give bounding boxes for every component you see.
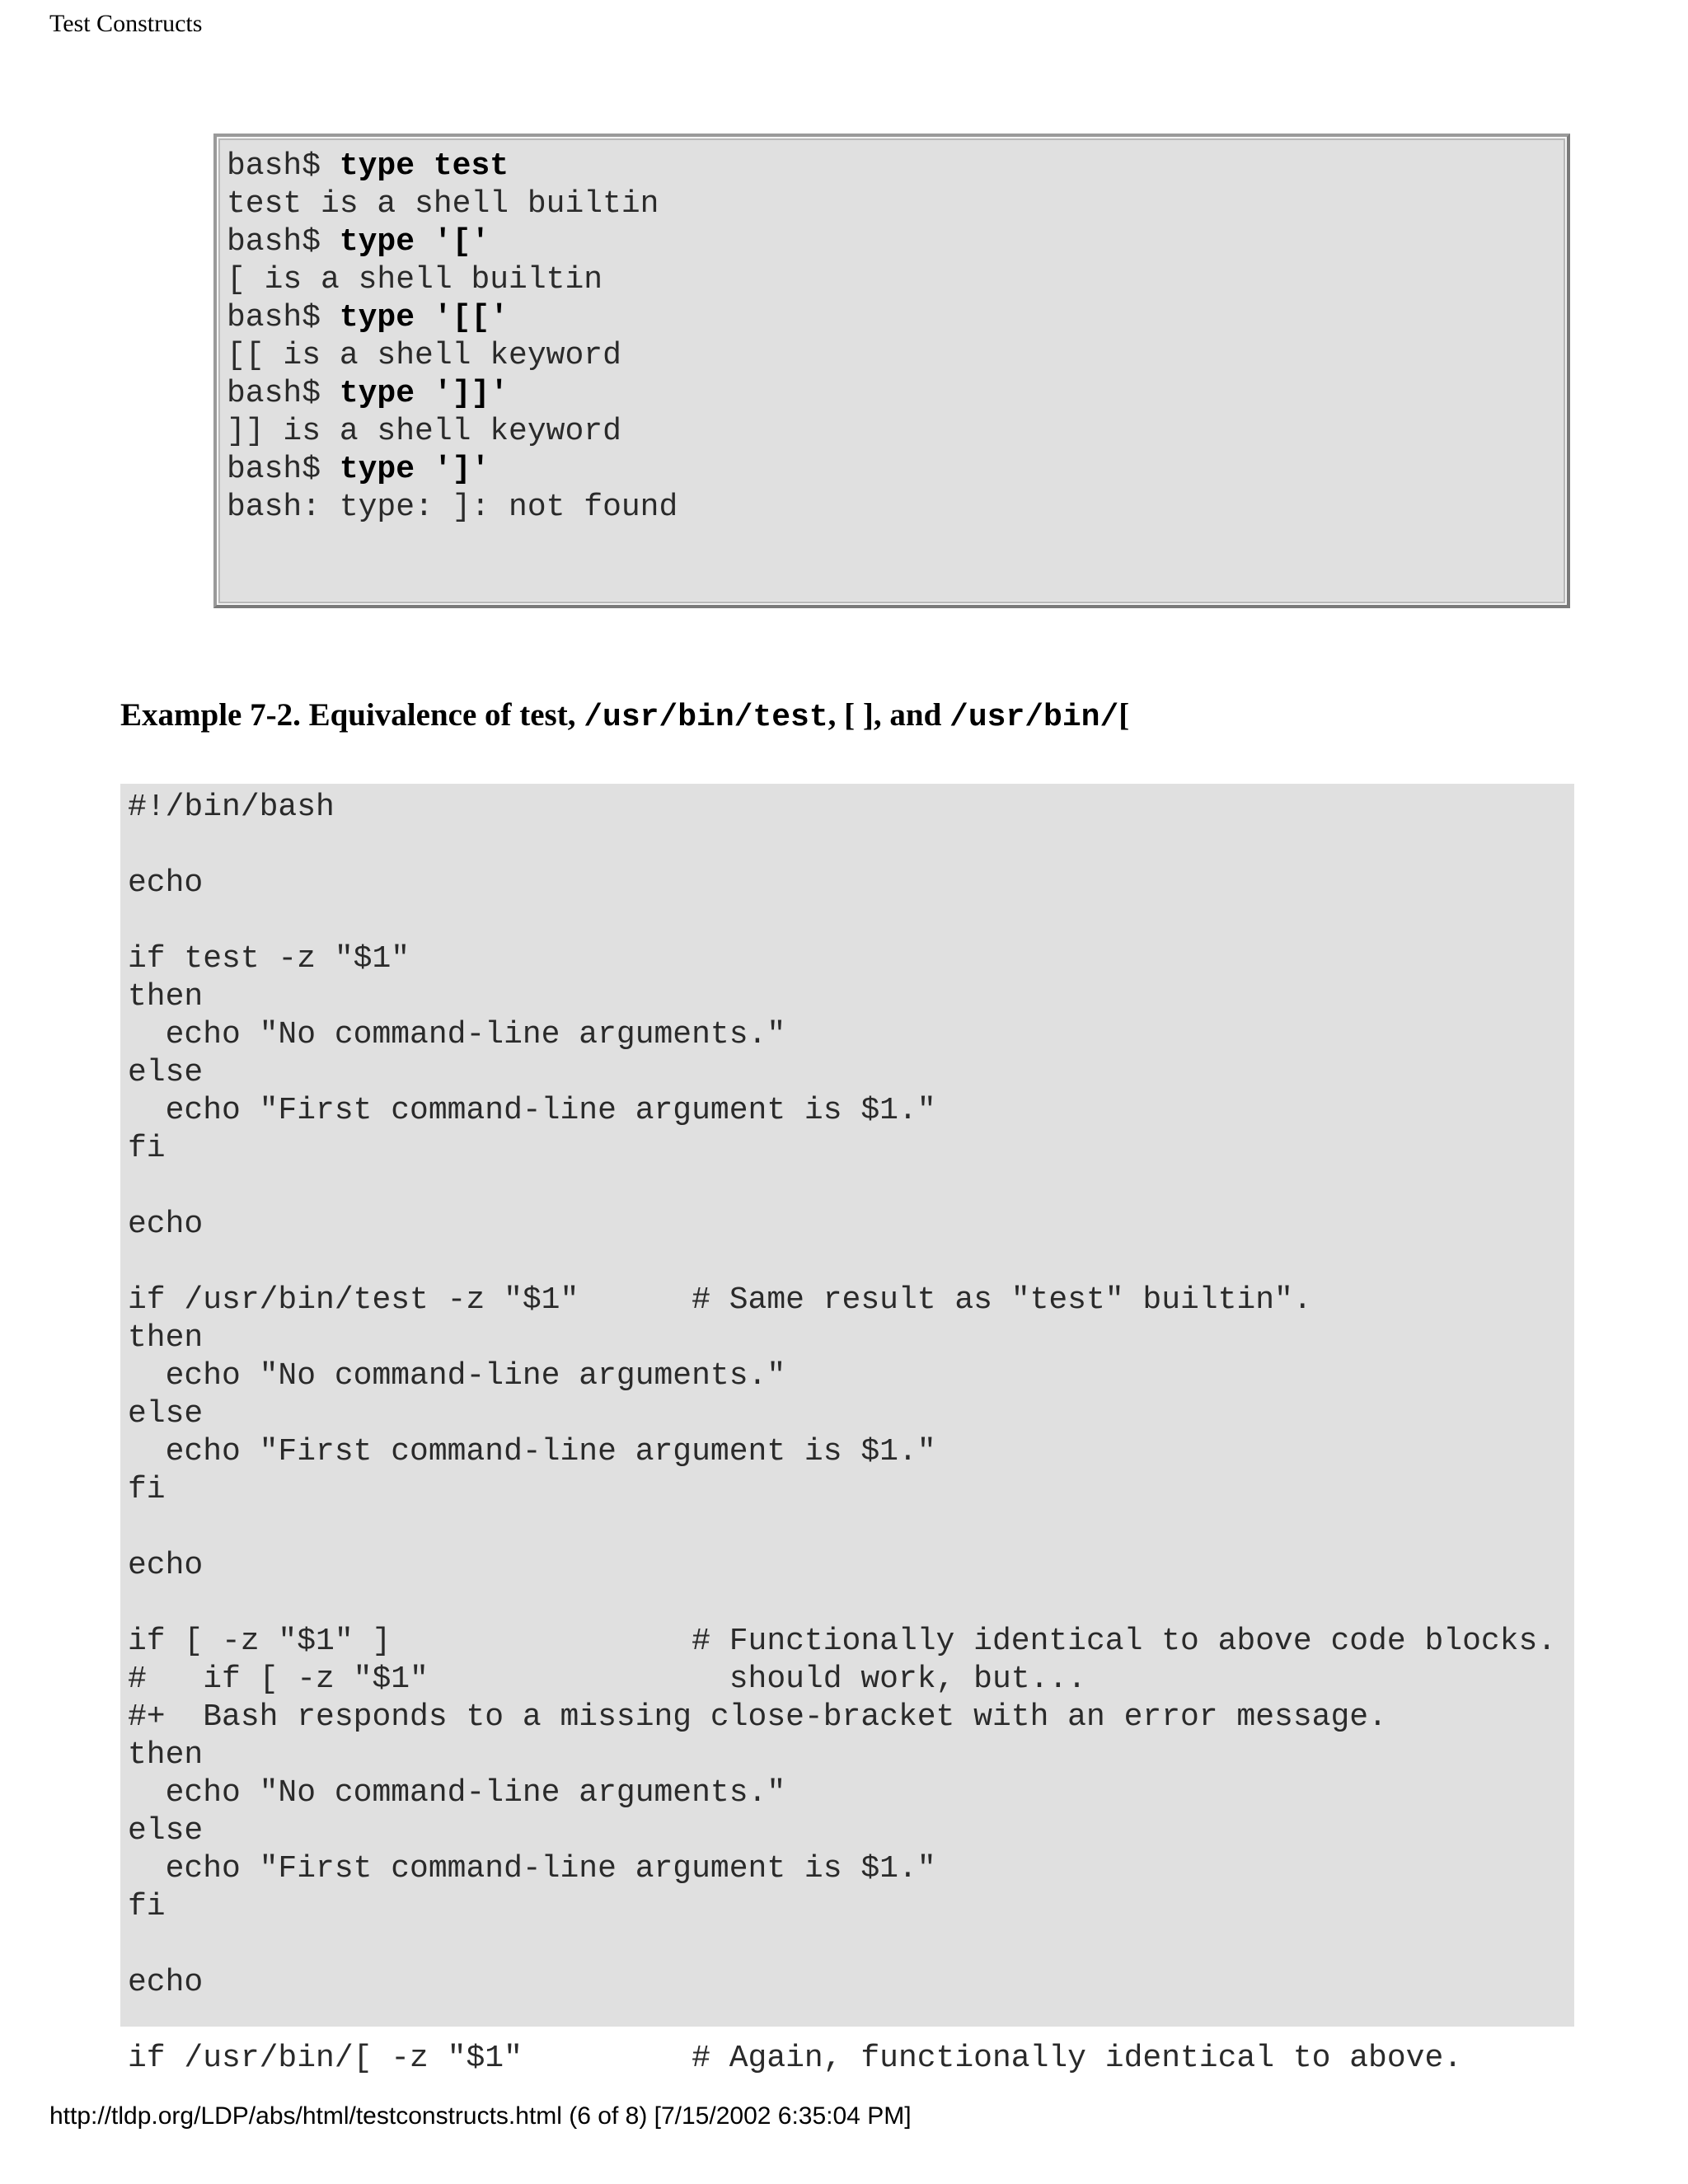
running-header: Test Constructs xyxy=(49,10,203,37)
screen-line: bash$ type test xyxy=(227,148,509,184)
screen-line: [[ is a shell keyword xyxy=(227,338,621,373)
screen-line: [ is a shell builtin xyxy=(227,262,603,298)
screen-output xyxy=(227,148,678,527)
screen-line: ]] is a shell keyword xyxy=(227,414,621,449)
screen-line: bash$ type '[' xyxy=(227,224,490,260)
screen-line: bash$ type '[[' xyxy=(227,300,509,335)
program-listing xyxy=(120,784,1574,2076)
screen-line: test is a shell builtin xyxy=(227,186,659,222)
screen-line: bash: type: ]: not found xyxy=(227,490,678,525)
screen-output-box xyxy=(213,134,1570,608)
screen-line: bash$ type ']' xyxy=(227,452,490,487)
screen-line: bash$ type ']]' xyxy=(227,376,509,411)
program-code: #!/bin/bash echo if test -z "$1" then echo "No command-line arguments." else echo "First command-line argument is $1." fi echo if /usr/bin/test -z "$1" # Same result as "test" builtin". then echo "No command-line arguments." else echo "First command-line argument is $1." fi echo if [ -z "$1" ] # Functionally identical to above code blocks. # if [ -z "$1" should work, but... #+ Bash responds to a missing close-bracket with an error message. then echo "No command-line arguments." else echo "First command-line argument is $1." fi echo if /usr/bin/[ -z "$1" # Again, functionally identical to above. xyxy=(128,790,1557,2076)
example-title: Example 7-2. Equivalence of test, /usr/bin/test, [ ], and /usr/bin/[ xyxy=(120,697,1130,735)
running-footer: http://tldp.org/LDP/abs/html/testconstructs.html (6 of 8) [7/15/2002 6:35:04 PM] xyxy=(49,2102,912,2130)
